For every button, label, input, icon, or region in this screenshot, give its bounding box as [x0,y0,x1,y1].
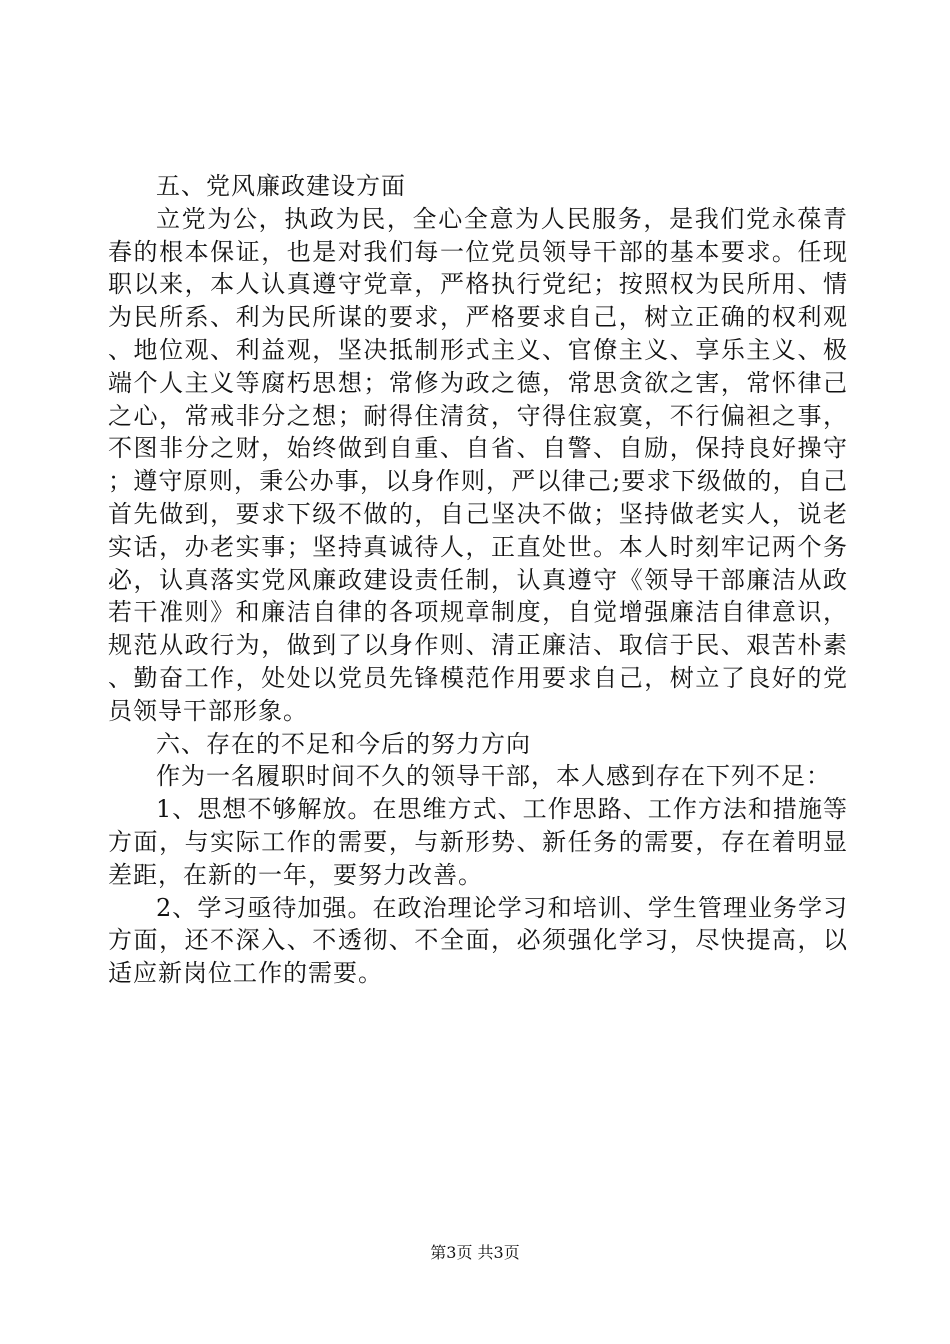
body-paragraph: 作为一名履职时间不久的领导干部，本人感到存在下列不足： [156,762,831,791]
body-paragraph: 立党为公，执政为民，全心全意为人民服务，是我们党永葆青春的根本保证，也是对我们每一位党员领导干部的基本要求。任现职以来，本人认真遵守党章，严格执行党纪；按照权为民所用、情为民所系、利为民所谋的要求，严格要求自己，树立正确的权利观、地位观、利益观，坚决抵制形式主义、官僚主义、享乐主义、极端个人主义等腐朽思想；常修为政之德，常思贪欲之害，常怀律己之心，常戒非分之想；耐得住清贫，守得住寂寞，不行偏袒之事，不图非分之财，始终做到自重、自省、自警、自励，保持良好操守；遵守原则，秉公办事，以身作则，严以律己;要求下级做的，自己首先做到，要求下级不做的，自己坚决不做；坚持做老实人，说老实话，办老实事；坚持真诚待人，正直处世。本人时刻牢记两个务必，认真落实党风廉政建设责任制，认真遵守《领导干部廉洁从政若干准则》和廉洁自律的各项规章制度，自觉增强廉洁自律意识，规范从政行为，做到了以身作则、清正廉洁、取信于民、艰苦朴素、勤奋工作，处处以党员先锋模范作用要求自己，树立了良好的党员领导干部形象。 [108,204,848,725]
section-heading-6: 六、存在的不足和今后的努力方向 [156,729,531,758]
section-heading-5: 五、党风廉政建设方面 [156,172,406,200]
list-item-2: 2、学习亟待加强。在政治理论学习和培训、学生管理业务学习方面，还不深入、不透彻、不全面，必须强化学习，尽快提高，以适应新岗位工作的需要。 [108,893,848,988]
document-body [108,170,848,990]
page-number-footer: 第3页 共3页 [430,1243,520,1262]
list-item-1: 1、思想不够解放。在思维方式、工作思路、工作方法和措施等方面，与实际工作的需要，与新形势、新任务的需要，存在着明显差距，在新的一年，要努力改善。 [108,795,848,889]
